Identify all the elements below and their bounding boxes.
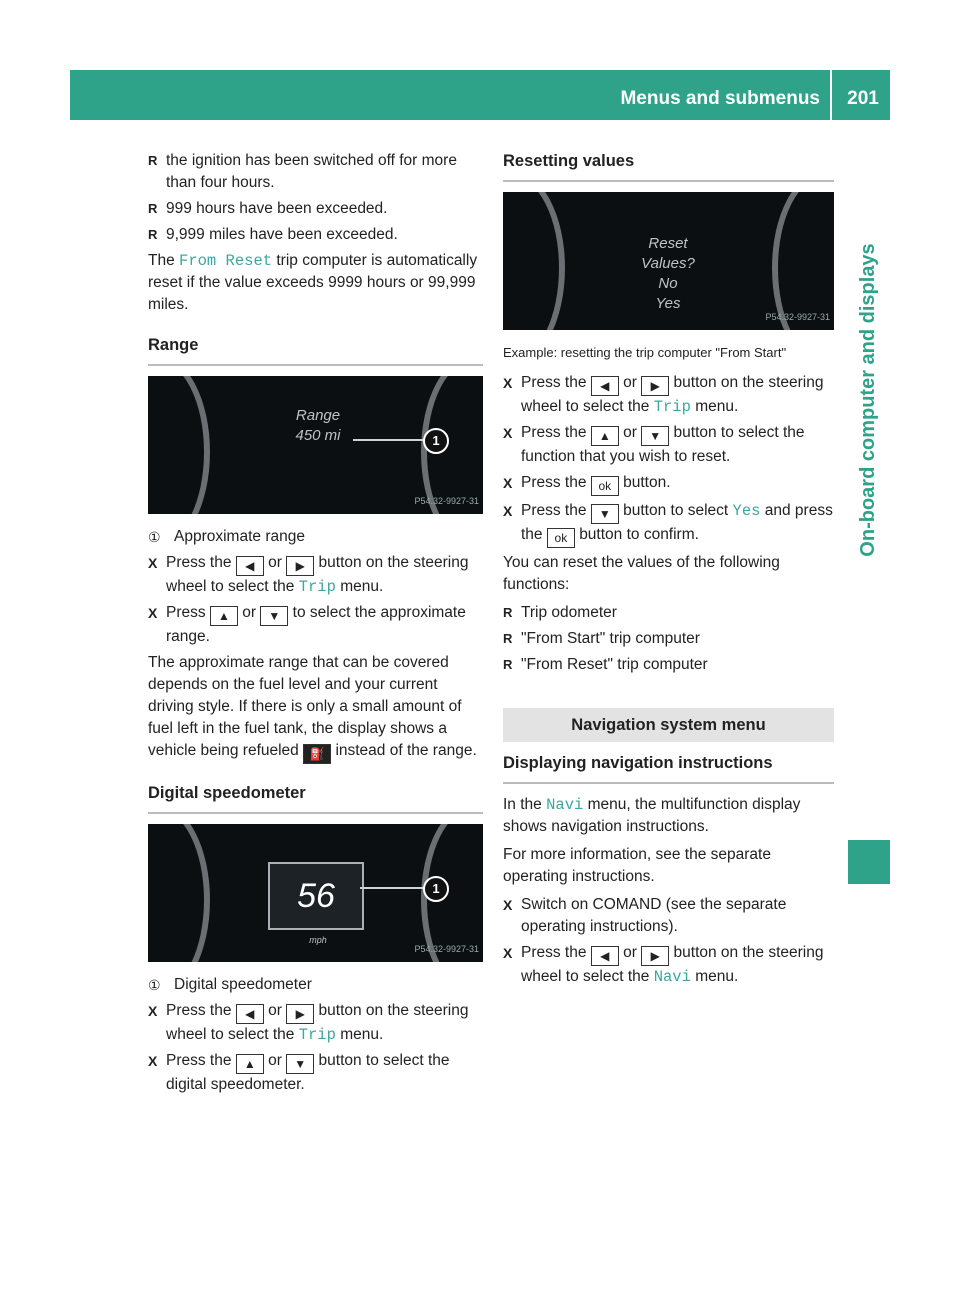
step-arrow-icon: X bbox=[148, 1003, 158, 1019]
step bbox=[503, 372, 834, 418]
right-key-icon: ▶ bbox=[286, 1004, 314, 1024]
text: or bbox=[268, 1052, 282, 1069]
text: Press the bbox=[521, 502, 587, 519]
up-key-icon: ▲ bbox=[210, 606, 238, 626]
text: menu. bbox=[340, 578, 384, 595]
right-key-icon: ▶ bbox=[641, 946, 669, 966]
text: button on the steering wheel to select the bbox=[521, 374, 824, 415]
from-reset-code: From Reset bbox=[179, 252, 273, 270]
nav-paragraph bbox=[503, 794, 834, 838]
text: The bbox=[148, 252, 175, 269]
text: button. bbox=[623, 474, 671, 491]
range-display-image bbox=[148, 376, 483, 514]
list-item bbox=[148, 224, 483, 246]
gauge-left bbox=[503, 192, 565, 330]
bullet-text: "From Start" trip computer bbox=[521, 630, 700, 647]
text: button to confirm. bbox=[579, 526, 699, 543]
reset-caption: Example: resetting the trip computer "From Start" bbox=[503, 345, 787, 360]
range-screen-text: Range 450 mi bbox=[295, 407, 341, 444]
side-tab-label: On-board computer and displays bbox=[856, 243, 879, 557]
list-item bbox=[503, 654, 834, 676]
text: button on the steering wheel to select the bbox=[166, 554, 469, 595]
text: and press the bbox=[521, 502, 833, 543]
up-key-icon: ▲ bbox=[591, 426, 619, 446]
range-paragraph bbox=[148, 652, 483, 764]
speedometer-heading: Digital speedometer bbox=[148, 782, 483, 814]
list-item bbox=[148, 198, 483, 220]
bullet-icon: R bbox=[148, 201, 158, 216]
bullet-text: the ignition has been switched off for more than four hours. bbox=[166, 152, 457, 191]
speed-unit: mph bbox=[309, 935, 327, 945]
ok-key-icon: ok bbox=[591, 476, 619, 496]
nav-heading: Displaying navigation instructions bbox=[503, 752, 834, 784]
text: Switch on COMAND (see the separate operating instructions). bbox=[521, 896, 787, 935]
reset-display-image bbox=[503, 192, 834, 330]
text: The approximate range that can be covered depends on the fuel level and your current driving style. If there is only a small amount of fuel left in the fuel tank, the display shows a vehicle being refueled bbox=[148, 654, 462, 759]
navi-code: Navi bbox=[546, 796, 584, 814]
step bbox=[148, 1000, 483, 1046]
image-code: P54.32-9927-31 bbox=[765, 312, 830, 322]
legend-text: Digital speedometer bbox=[174, 976, 312, 993]
text: instead of the range. bbox=[335, 742, 477, 759]
page-header bbox=[70, 70, 890, 120]
trip-code: Trip bbox=[298, 1026, 336, 1044]
bullet-icon: R bbox=[503, 605, 513, 620]
step bbox=[503, 472, 834, 496]
navi-code: Navi bbox=[653, 968, 691, 986]
step bbox=[503, 500, 834, 548]
reset-paragraph: You can reset the values of the following functions: bbox=[503, 554, 780, 593]
text: Press the bbox=[521, 424, 587, 441]
gauge-left bbox=[148, 376, 210, 514]
step-arrow-icon: X bbox=[503, 945, 513, 961]
right-key-icon: ▶ bbox=[286, 556, 314, 576]
text: Press the bbox=[521, 944, 587, 961]
reset-screen-text: Reset Values? No Yes bbox=[641, 235, 695, 312]
text: or bbox=[623, 374, 637, 391]
text: menu. bbox=[695, 968, 739, 985]
text: menu. bbox=[340, 1026, 384, 1043]
step-arrow-icon: X bbox=[148, 555, 158, 571]
text: Press the bbox=[166, 554, 232, 571]
left-key-icon: ◀ bbox=[591, 376, 619, 396]
text: button to select the function that you wish to reset. bbox=[521, 424, 805, 465]
speed-value: 56 bbox=[268, 862, 364, 930]
step-arrow-icon: X bbox=[503, 375, 513, 391]
range-heading: Range bbox=[148, 334, 483, 366]
step-arrow-icon: X bbox=[148, 605, 158, 621]
left-column bbox=[148, 150, 483, 1100]
text: button to select bbox=[623, 502, 729, 519]
text: Press the bbox=[166, 1002, 232, 1019]
reset-heading: Resetting values bbox=[503, 150, 834, 182]
bullet-text: "From Reset" trip computer bbox=[521, 656, 708, 673]
speed-legend bbox=[148, 974, 483, 996]
text: Press the bbox=[521, 374, 587, 391]
side-tab bbox=[845, 120, 890, 680]
step-arrow-icon: X bbox=[503, 425, 513, 441]
bullet-icon: R bbox=[503, 631, 513, 646]
bullet-text: 9,999 miles have been exceeded. bbox=[166, 226, 398, 243]
down-key-icon: ▼ bbox=[260, 606, 288, 626]
list-item bbox=[148, 150, 483, 194]
step bbox=[148, 552, 483, 598]
text: Press the bbox=[166, 1052, 232, 1069]
step-arrow-icon: X bbox=[503, 475, 513, 491]
gauge-left bbox=[148, 824, 210, 962]
text: In the bbox=[503, 796, 542, 813]
text: menu. bbox=[695, 398, 739, 415]
callout-line bbox=[353, 439, 428, 441]
text: or bbox=[623, 944, 637, 961]
bullet-icon: R bbox=[148, 227, 158, 242]
speedometer-display-image bbox=[148, 824, 483, 962]
up-key-icon: ▲ bbox=[236, 1054, 264, 1074]
image-code: P54.32-9927-31 bbox=[414, 944, 479, 954]
bullet-icon: R bbox=[148, 153, 158, 168]
down-key-icon: ▼ bbox=[286, 1054, 314, 1074]
text: menu, the multifunction display shows navigation instructions. bbox=[503, 796, 801, 835]
image-code: P54.32-9927-31 bbox=[414, 496, 479, 506]
step-arrow-icon: X bbox=[503, 897, 513, 913]
step bbox=[148, 602, 483, 648]
step-arrow-icon: X bbox=[148, 1053, 158, 1069]
trip-code: Trip bbox=[653, 398, 691, 416]
text: button on the steering wheel to select the bbox=[166, 1002, 469, 1043]
nav-section-bar: Navigation system menu bbox=[503, 708, 834, 742]
refuel-vehicle-icon: ⛽ bbox=[303, 744, 331, 764]
callout-1-icon: ① bbox=[148, 977, 161, 993]
nav-paragraph-2: For more information, see the separate operating instructions. bbox=[503, 846, 771, 885]
trip-code: Trip bbox=[298, 578, 336, 596]
step bbox=[503, 942, 834, 988]
down-key-icon: ▼ bbox=[591, 504, 619, 524]
yes-code: Yes bbox=[732, 502, 761, 520]
right-column bbox=[503, 150, 834, 992]
list-item bbox=[503, 628, 834, 650]
text: button to select the digital speedometer. bbox=[166, 1052, 450, 1093]
text: trip computer is automatically reset if the value exceeds 9999 hours or 99,999 miles. bbox=[148, 252, 478, 313]
callout-line bbox=[360, 887, 428, 889]
step bbox=[503, 422, 834, 468]
step bbox=[148, 1050, 483, 1096]
side-tab-marker bbox=[848, 840, 890, 884]
left-key-icon: ◀ bbox=[236, 556, 264, 576]
step bbox=[503, 894, 834, 938]
bullet-text: 999 hours have been exceeded. bbox=[166, 200, 388, 217]
text: or bbox=[268, 1002, 282, 1019]
header-separator bbox=[830, 70, 832, 120]
from-reset-paragraph bbox=[148, 250, 483, 316]
text: or bbox=[268, 554, 282, 571]
left-key-icon: ◀ bbox=[236, 1004, 264, 1024]
bullet-text: Trip odometer bbox=[521, 604, 617, 621]
callout-1-icon: 1 bbox=[423, 428, 449, 454]
text: Press bbox=[166, 604, 206, 621]
list-item bbox=[503, 602, 834, 624]
page-number: 201 bbox=[847, 88, 879, 109]
callout-1-icon: 1 bbox=[423, 876, 449, 902]
down-key-icon: ▼ bbox=[641, 426, 669, 446]
range-legend bbox=[148, 526, 483, 548]
text: or bbox=[623, 424, 637, 441]
text: to select the approximate range. bbox=[166, 604, 466, 645]
text: or bbox=[242, 604, 257, 621]
bullet-icon: R bbox=[503, 657, 513, 672]
ok-key-icon: ok bbox=[547, 528, 575, 548]
text: Press the bbox=[521, 474, 587, 491]
text: button on the steering wheel to select the bbox=[521, 944, 824, 985]
right-key-icon: ▶ bbox=[641, 376, 669, 396]
step-arrow-icon: X bbox=[503, 503, 513, 519]
legend-text: Approximate range bbox=[174, 528, 305, 545]
left-key-icon: ◀ bbox=[591, 946, 619, 966]
callout-1-icon: ① bbox=[148, 529, 161, 545]
header-title: Menus and submenus bbox=[620, 88, 820, 109]
